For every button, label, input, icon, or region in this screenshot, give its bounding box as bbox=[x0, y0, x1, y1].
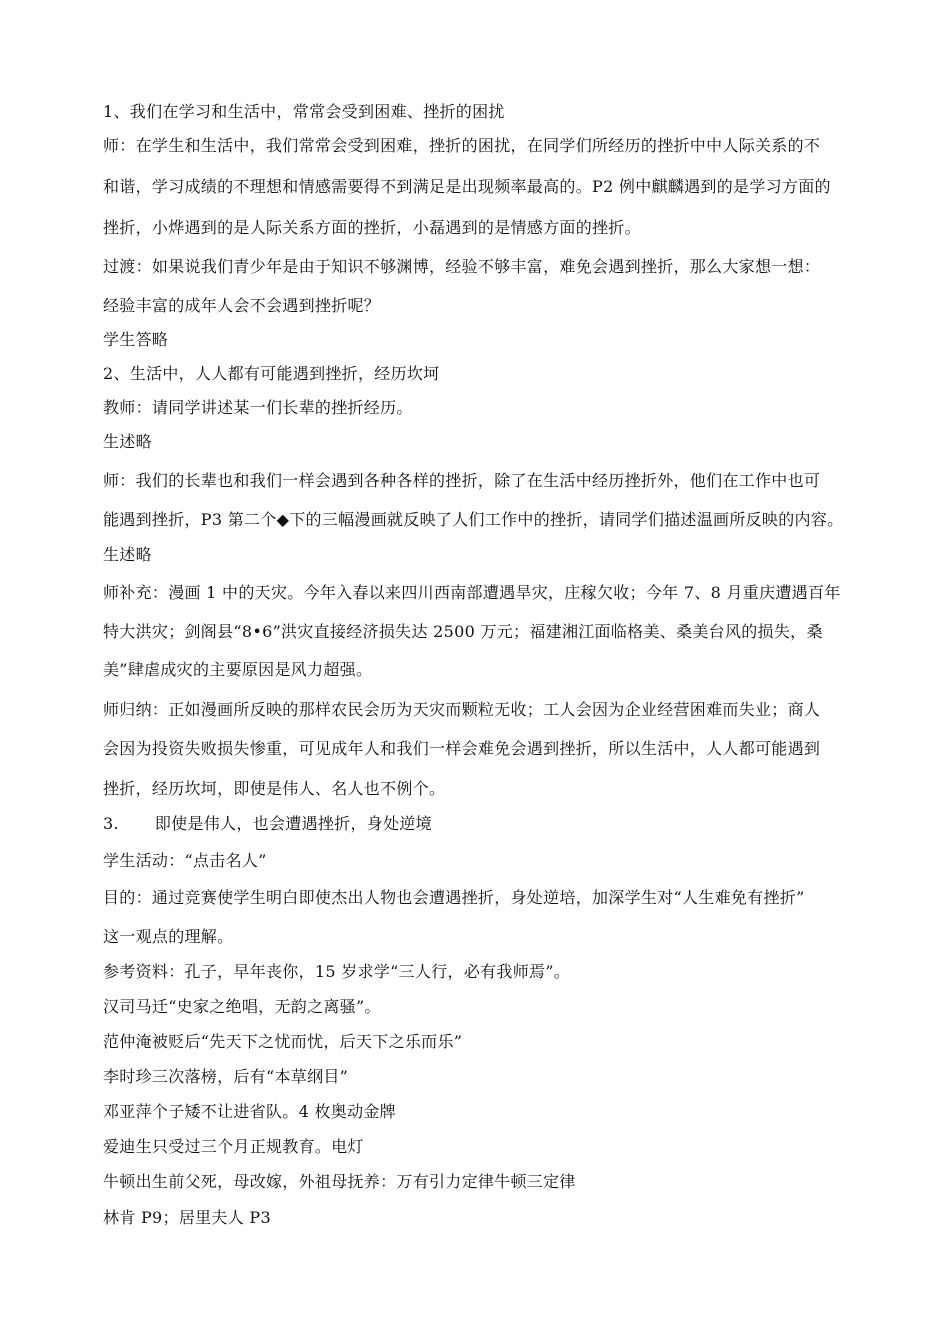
paragraph-line: 目的：通过竞赛使学生明白即使杰出人物也会遭遇挫折，身处逆培，加深学生对“人生难免有挫折” bbox=[103, 888, 805, 907]
paragraph-line: 经验丰富的成年人会不会遇到挫折呢？ bbox=[103, 296, 381, 315]
paragraph-line: 美”肆虐成灾的主要原因是风力超强。 bbox=[103, 660, 373, 679]
paragraph-line: 参考资料：孔子，早年丧你，15 岁求学“三人行，必有我师焉”。 bbox=[103, 962, 571, 981]
paragraph-line: 过渡：如果说我们青少年是由于知识不够渊博，经验不够丰富，难免会遇到挫折，那么大家想一想： bbox=[103, 257, 821, 276]
paragraph-line: 这一观点的理解。 bbox=[103, 927, 234, 946]
list-item: 牛顿出生前父死，母改嫁，外祖母抚养：万有引力定律牛顿三定律 bbox=[103, 1172, 576, 1191]
list-item: 爱迪生只受过三个月正规教育。电灯 bbox=[103, 1137, 364, 1156]
paragraph-line: 和谐，学习成绩的不理想和情感需要得不到满足是出现频率最高的。P2 例中麒麟遇到的是学习方面的 bbox=[103, 177, 831, 196]
paragraph-line: 能遇到挫折，P3 第二个◆下的三幅漫画就反映了人们工作中的挫折，请同学们描述温画所反映的内容。 bbox=[103, 510, 844, 529]
paragraph-line: 特大洪灾；剑阁县“8•6”洪灾直接经济损失达 2500 万元；福建湘江面临格美、桑美台风的损失，桑 bbox=[103, 622, 823, 641]
list-item: 林肯 P9；居里夫人 P3 bbox=[103, 1208, 271, 1227]
list-item: 汉司马迁“史家之绝唱，无韵之离骚”。 bbox=[103, 997, 381, 1016]
paragraph-line: 挫折，小烨遇到的是人际关系方面的挫折，小磊遇到的是情感方面的挫折。 bbox=[103, 218, 641, 237]
heading-3-title: 即使是伟人，也会遭遇挫折，身处逆境 bbox=[154, 814, 432, 833]
paragraph-line: 教师：请同学讲述某一们长辈的挫折经历。 bbox=[103, 398, 413, 417]
paragraph-line: 挫折，经历坎坷，即使是伟人、名人也不例个。 bbox=[103, 779, 446, 798]
paragraph-line: 学生活动：“点击名人” bbox=[103, 851, 267, 870]
heading-3 bbox=[103, 814, 432, 834]
paragraph-line: 师：我们的长辈也和我们一样会遇到各种各样的挫折，除了在生活中经历挫折外，他们在工作中也可 bbox=[103, 471, 821, 490]
heading-1: 1、我们在学习和生活中，常常会受到困难、挫折的困扰 bbox=[103, 102, 505, 121]
paragraph-line: 生述略 bbox=[103, 545, 152, 564]
list-item: 范仲淹被贬后“先天下之忧而忧，后天下之乐而乐” bbox=[103, 1032, 463, 1051]
paragraph-line: 师：在学生和生活中，我们常常会受到困难，挫折的困扰，在同学们所经历的挫折中中人际关系的不 bbox=[103, 136, 821, 155]
list-item: 李时珍三次落榜，后有“本草纲目” bbox=[103, 1067, 349, 1086]
heading-2: 2、生活中，人人都有可能遇到挫折，经历坎坷 bbox=[103, 364, 440, 383]
paragraph-line: 师归纳：正如漫画所反映的那样农民会历为天灾而颗粒无收；工人会因为企业经营困难而失业；商人 bbox=[103, 700, 821, 719]
heading-3-number: 3. bbox=[103, 814, 119, 833]
paragraph-line: 师补充：漫画 1 中的天灾。今年入春以来四川西南部遭遇旱灾，庄稼欠收；今年 7、8 月重庆遭遇百年 bbox=[103, 583, 841, 602]
paragraph-line: 会因为投资失败损失惨重，可见成年人和我们一样会难免会遇到挫折，所以生活中，人人都可能遇到 bbox=[103, 739, 821, 758]
paragraph-line: 生述略 bbox=[103, 432, 152, 451]
paragraph-line: 学生答略 bbox=[103, 330, 169, 349]
list-item: 邓亚萍个子矮不让进省队。4 枚奥动金牌 bbox=[103, 1102, 396, 1121]
